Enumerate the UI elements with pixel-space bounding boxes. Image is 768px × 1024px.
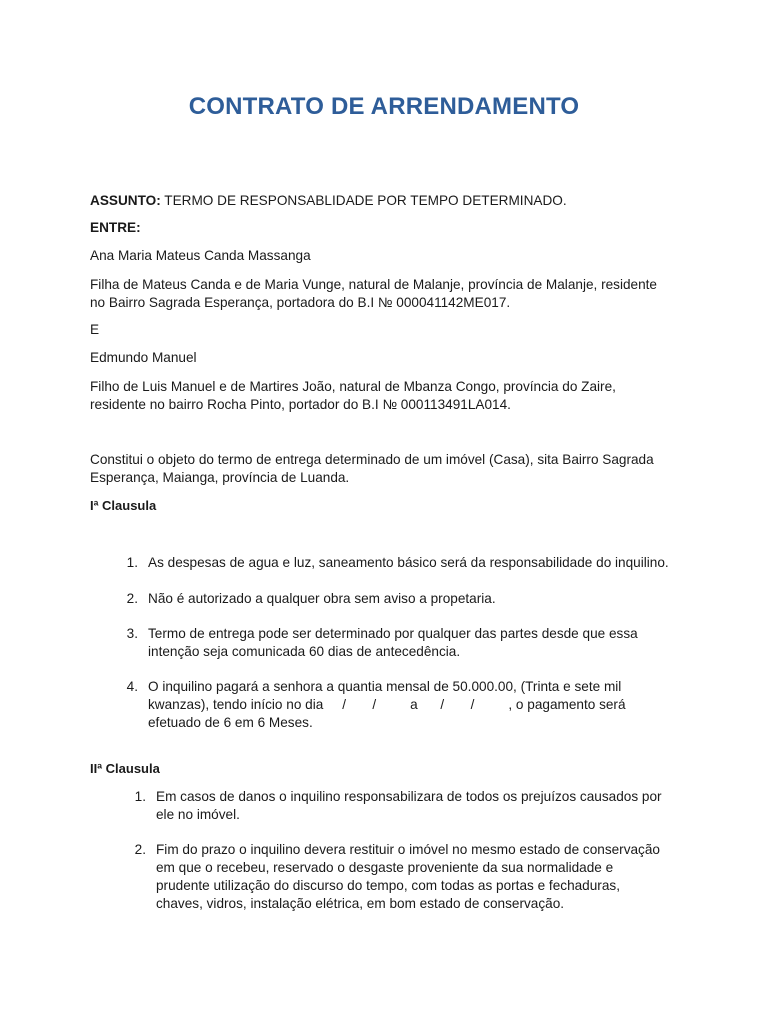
list-text: chaves, vidros, instalação elétrica, em bom estado de conservação. — [156, 896, 565, 911]
list-text: intenção seja comunicada 60 dias de antecedência. — [148, 644, 461, 659]
party1-details-line2: no Bairro Sagrada Esperança, portadora do B.I № 000041142ME017. — [90, 295, 511, 310]
list-number: 1. — [134, 789, 146, 804]
list-text: Termo de entrega pode ser determinado por qualquer das partes desde que essa — [148, 626, 638, 641]
list-number: 2. — [126, 591, 138, 606]
party2-details-line1: Filho de Luis Manuel e de Martires João, natural de Mbanza Congo, província do Zaire, — [90, 379, 616, 394]
clausula2-heading: IIª Clausula — [90, 761, 160, 776]
subject-text: TERMO DE RESPONSABLIDADE POR TEMPO DETERMINADO. — [164, 193, 567, 208]
list-text: em que o recebeu, reservado o desgaste proveniente da sua normalidade e — [156, 860, 614, 875]
list-text: Fim do prazo o inquilino devera restituir o imóvel no mesmo estado de conservação — [156, 842, 660, 857]
object-line2: Esperança, Maianga, província de Luanda. — [90, 470, 350, 485]
list-text: Não é autorizado a qualquer obra sem aviso a propetaria. — [148, 591, 496, 606]
party1-name: Ana Maria Mateus Canda Massanga — [90, 248, 311, 263]
list-text: ele no imóvel. — [156, 807, 240, 822]
list-text: kwanzas), tendo início no dia / / a / / , o pagamento será — [148, 697, 626, 712]
list-number: 2. — [134, 842, 146, 857]
subject-label: ASSUNTO: — [90, 193, 161, 208]
list-text: prudente utilização do discurso do tempo, com todas as portas e fechaduras, — [156, 878, 620, 893]
list-number: 1. — [126, 555, 138, 570]
and-separator: E — [90, 322, 100, 337]
list-text: As despesas de agua e luz, saneamento básico será da responsabilidade do inquilino. — [148, 555, 669, 570]
clausula1-heading: Iª Clausula — [90, 498, 157, 513]
party1-details-line1: Filha de Mateus Canda e de Maria Vunge, natural de Malanje, província de Malanje, residente — [90, 277, 657, 292]
party2-details-line2: residente no bairro Rocha Pinto, portador do B.I № 000113491LA014. — [90, 397, 511, 412]
list-text: efetuado de 6 em 6 Meses. — [148, 715, 313, 730]
document-title: CONTRATO DE ARRENDAMENTO — [188, 93, 580, 120]
list-text: O inquilino pagará a senhora a quantia mensal de 50.000.00, (Trinta e sete mil — [148, 679, 622, 694]
between-label: ENTRE: — [90, 220, 141, 235]
list-number: 4. — [126, 679, 138, 694]
list-number: 3. — [126, 626, 138, 641]
party2-name: Edmundo Manuel — [90, 350, 197, 365]
object-line1: Constitui o objeto do termo de entrega determinado de um imóvel (Casa), sita Bairro Sagrada — [90, 452, 654, 467]
list-text: Em casos de danos o inquilino responsabilizara de todos os prejuízos causados por — [156, 789, 662, 804]
subject-line — [90, 192, 690, 210]
